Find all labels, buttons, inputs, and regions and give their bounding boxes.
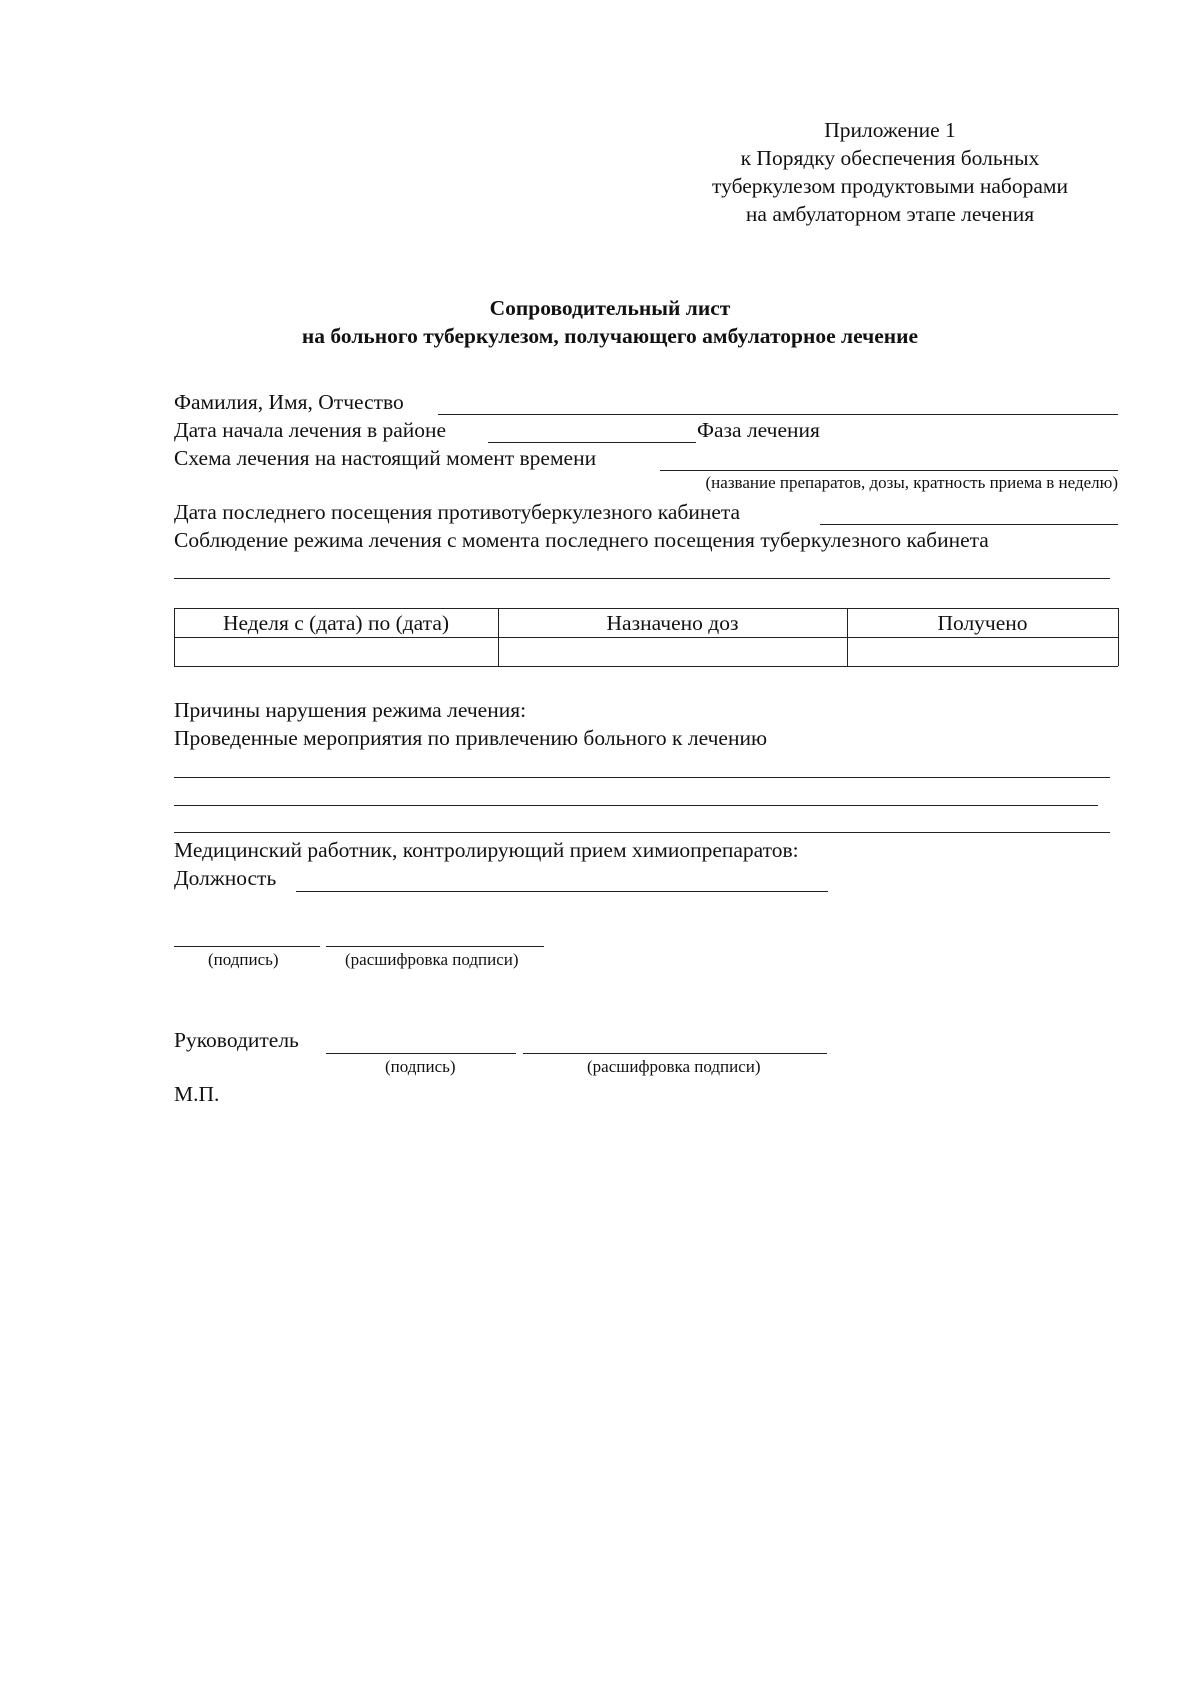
head-decode-hint: (расшифровка подписи) <box>587 1057 761 1076</box>
start-date-label: Дата начала лечения в районе <box>174 418 447 442</box>
table-cell-received[interactable] <box>847 638 1118 666</box>
appendix-line-3: туберкулезом продуктовыми наборами <box>711 174 1069 198</box>
start-date-field-line[interactable] <box>488 442 696 443</box>
violation-reasons-label: Причины нарушения режима лечения: <box>174 698 527 722</box>
position-label: Должность <box>174 866 277 890</box>
measures-label: Проведенные мероприятия по привлечению больного к лечению <box>174 726 768 750</box>
head-signature-hint: (подпись) <box>385 1057 456 1076</box>
head-decode-line[interactable] <box>523 1053 827 1054</box>
appendix-line-4: на амбулаторном этапе лечения <box>745 202 1035 226</box>
position-field-line[interactable] <box>296 891 828 892</box>
scheme-field-line[interactable] <box>660 470 1118 471</box>
measures-field-line-1[interactable] <box>174 777 1110 778</box>
head-signature-line[interactable] <box>326 1053 516 1054</box>
measures-field-line-3[interactable] <box>174 832 1110 833</box>
medic-signature-line[interactable] <box>174 946 320 947</box>
last-visit-label: Дата последнего посещения противотуберкулезного кабинета <box>174 500 741 524</box>
full-name-label: Фамилия, Имя, Отчество <box>174 390 404 414</box>
phase-label: Фаза лечения <box>697 418 820 442</box>
scheme-hint: (название препаратов, дозы, кратность приема в неделю) <box>705 473 1118 492</box>
table-header-week: Неделя с (дата) по (дата) <box>222 611 450 635</box>
document-title: Сопроводительный лист <box>489 296 731 320</box>
last-visit-field-line[interactable] <box>820 524 1118 525</box>
head-label: Руководитель <box>174 1028 299 1052</box>
medic-signature-hint: (подпись) <box>208 950 279 969</box>
measures-field-line-2[interactable] <box>174 805 1098 806</box>
medic-heading: Медицинский работник, контролирующий прием химиопрепаратов: <box>174 838 799 862</box>
stamp-label: М.П. <box>174 1082 220 1106</box>
appendix-line-1: Приложение 1 <box>824 118 956 142</box>
medic-decode-hint: (расшифровка подписи) <box>345 950 519 969</box>
appendix-line-2: к Порядку обеспечения больных <box>740 146 1040 170</box>
compliance-label: Соблюдение режима лечения с момента последнего посещения туберкулезного кабинета <box>174 528 989 552</box>
table-cell-week[interactable] <box>174 638 498 666</box>
compliance-field-line[interactable] <box>174 578 1110 579</box>
full-name-field-line[interactable] <box>438 414 1118 415</box>
table-cell-prescribed[interactable] <box>498 638 847 666</box>
table-header-received: Получено <box>937 611 1028 635</box>
scheme-label: Схема лечения на настоящий момент времени <box>174 446 597 470</box>
table-border-bottom <box>174 666 1118 667</box>
document-subtitle: на больного туберкулезом, получающего амбулаторное лечение <box>301 324 919 348</box>
medic-decode-line[interactable] <box>326 946 544 947</box>
table-border-right <box>1118 608 1119 666</box>
table-header-prescribed: Назначено доз <box>606 611 739 635</box>
